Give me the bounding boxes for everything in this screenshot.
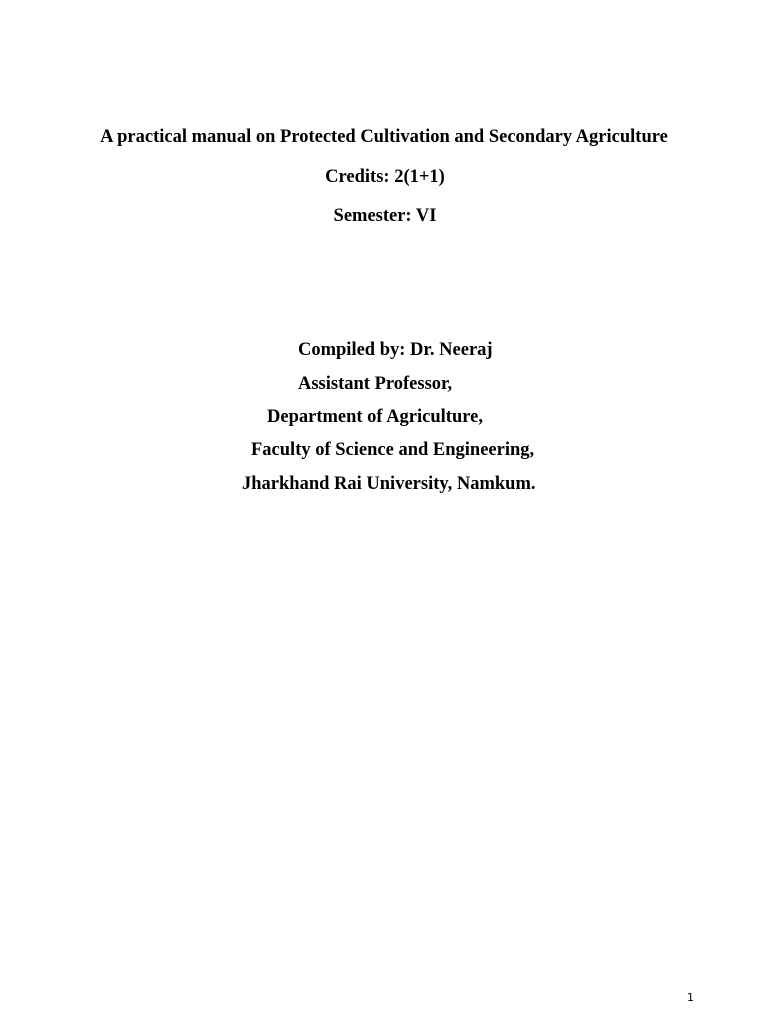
author-department: Department of Agriculture, xyxy=(267,407,483,427)
author-designation: Assistant Professor, xyxy=(298,374,453,394)
semester-line: Semester: VI xyxy=(333,206,437,226)
document-title: A practical manual on Protected Cultivation and Secondary Agriculture xyxy=(100,127,668,147)
credits-line: Credits: 2(1+1) xyxy=(325,167,445,187)
compiled-by: Compiled by: Dr. Neeraj xyxy=(298,340,493,360)
page-number: 1 xyxy=(687,991,694,1004)
author-university: Jharkhand Rai University, Namkum. xyxy=(242,474,536,494)
author-faculty: Faculty of Science and Engineering, xyxy=(251,440,535,460)
